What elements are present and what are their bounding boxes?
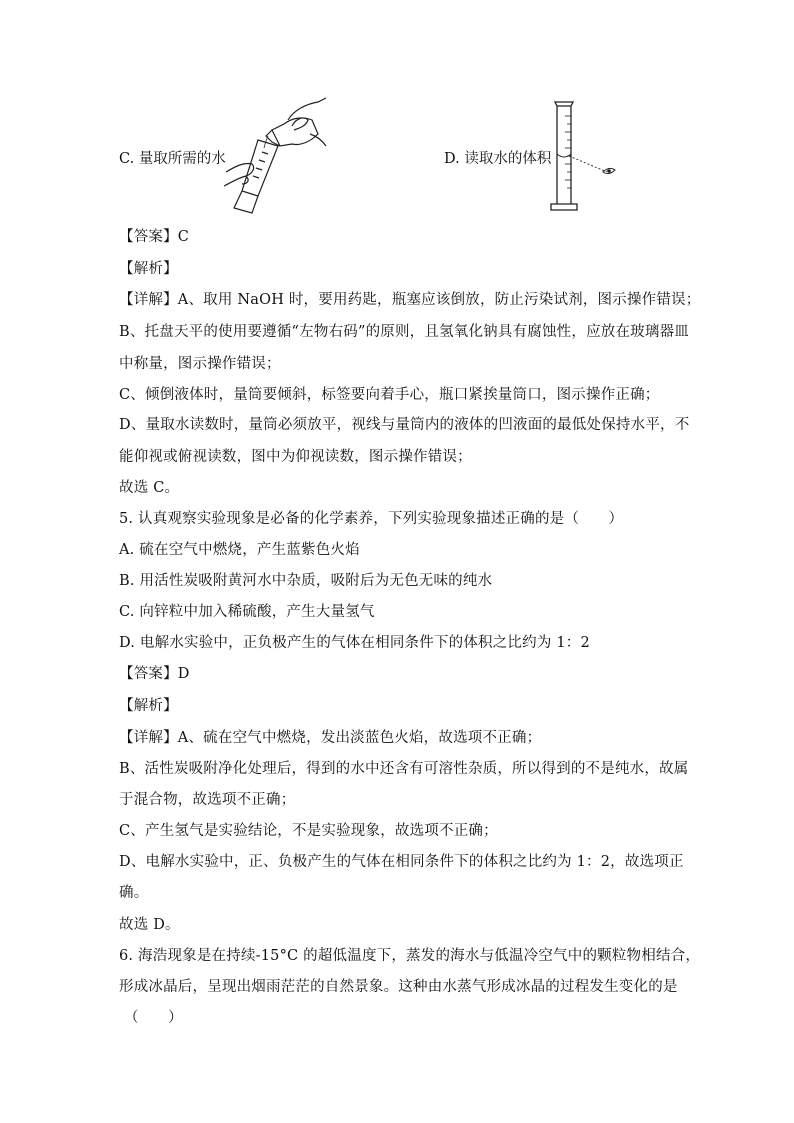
q4-detail-b-line2: 中称量，图示操作错误； [119, 356, 281, 372]
q4-detail-d-line1: D、量取水读数时，量筒必须放平，视线与量筒内的液体的凹液面的最低处保持水平，不 [119, 417, 690, 433]
q5-detail-d-line1: D、电解水实验中，正、负极产生的气体在相同条件下的体积之比约为 1：2，故选项正 [119, 854, 684, 870]
reading-cylinder-illustration [545, 98, 635, 216]
q5-answer: 【答案】D [119, 666, 190, 682]
q4-detail-c: C、倾倒液体时，量筒要倾斜，标签要向着手心，瓶口紧挨量筒口，图示操作正确； [119, 387, 660, 403]
q4-analysis-heading: 【解析】 [119, 261, 178, 277]
q5-detail-d-line2: 确。 [119, 885, 149, 901]
q5-option-c: C. 向锌粒中加入稀硫酸，产生大量氢气 [119, 604, 375, 620]
q6-stem-line2: 形成冰晶后，呈现出烟雨茫茫的自然景象。这种由水蒸气形成冰晶的过程发生变化的是 [119, 979, 678, 995]
q5-detail-c: C、产生氢气是实验结论，不是实验现象，故选项不正确； [119, 823, 498, 839]
option-c-figure-label: C. 量取所需的水 [119, 151, 226, 167]
q5-detail-b-line1: B、活性炭吸附净化处理后，得到的水中还含有可溶性杂质，所以得到的不是纯水，故属 [119, 761, 689, 777]
q5-stem: 5. 认真观察实验现象是必备的化学素养，下列实验现象描述正确的是（ ） [119, 511, 624, 527]
q4-detail-a: 【详解】A、取用 NaOH 时，要用药匙，瓶塞应该倒放，防止污染试剂，图示操作错误； [119, 292, 701, 308]
q4-detail-b-line1: B、托盘天平的使用要遵循“左物右码”的原则，且氢氧化钠具有腐蚀性，应放在玻璃器皿 [119, 324, 689, 340]
q4-answer: 【答案】C [119, 229, 190, 245]
q5-detail-a: 【详解】A、硫在空气中燃烧，发出淡蓝色火焰，故选项不正确； [119, 730, 542, 746]
pouring-liquid-illustration [222, 96, 332, 216]
q6-stem-line3: （ ） [124, 1010, 183, 1026]
q5-analysis-heading: 【解析】 [119, 698, 178, 714]
q4-detail-d-line2: 能仰视或俯视读数，图中为仰视读数，图示操作错误； [119, 449, 472, 465]
q5-option-d: D. 电解水实验中，正负极产生的气体在相同条件下的体积之比约为 1：2 [119, 635, 590, 651]
q5-detail-b-line2: 于混合物，故选项不正确； [119, 792, 296, 808]
q5-option-b: B. 用活性炭吸附黄河水中杂质，吸附后为无色无味的纯水 [119, 573, 493, 589]
q5-conclusion: 故选 D。 [119, 917, 180, 933]
q6-stem-line1: 6. 海浩现象是在持续-15°C 的超低温度下，蒸发的海水与低温冷空气中的颗粒物相结合， [119, 948, 701, 964]
q4-conclusion: 故选 C。 [119, 480, 180, 496]
option-d-figure-label: D. 读取水的体积 [444, 151, 552, 167]
q5-option-a: A. 硫在空气中燃烧，产生蓝紫色火焰 [119, 542, 360, 558]
